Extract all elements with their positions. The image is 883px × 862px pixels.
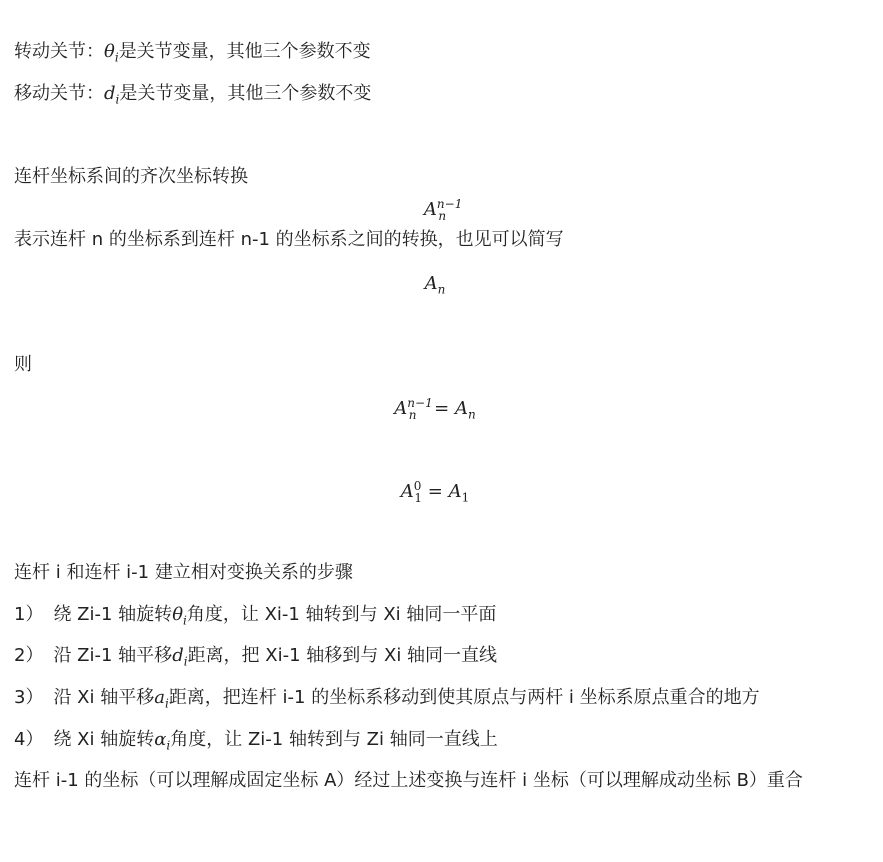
step-3 <box>14 686 760 710</box>
revolute-prefix: 转动关节： <box>14 41 104 62</box>
eq2-base: A <box>424 273 438 294</box>
revolute-joint-line <box>14 40 371 64</box>
step-symbol: α <box>154 729 167 750</box>
step-text: 距离，把连杆 i-1 的坐标系移动到使其原点与两杆 i 坐标系原点重合的地方 <box>168 687 760 708</box>
conclusion: 连杆 i-1 的坐标（可以理解成固定坐标 A）经过上述变换与连杆 i 坐标（可以理解成动坐标 B）重合 <box>14 770 803 791</box>
eq1-subscript: n <box>438 208 447 223</box>
then-label: 则 <box>14 354 32 375</box>
eq4-lhs-sup: 0 <box>413 479 422 493</box>
eq3-lhs-base: A <box>394 398 408 419</box>
equation-a-1-0 <box>0 480 870 504</box>
step-number: 2） <box>14 645 44 666</box>
d-symbol: d <box>104 83 116 104</box>
step-subscript: i <box>183 654 188 669</box>
prismatic-suffix: 是关节变量，其他三个参数不变 <box>119 83 372 104</box>
step-symbol: θ <box>172 604 184 625</box>
step-symbol: d <box>172 645 184 666</box>
revolute-suffix: 是关节变量，其他三个参数不变 <box>118 41 371 62</box>
eq2-subscript: n <box>437 282 446 297</box>
step-2 <box>14 644 497 668</box>
section-title: 连杆坐标系间的齐次坐标转换 <box>14 166 248 187</box>
equation-a-n-n-1 <box>0 198 870 222</box>
equation-a-n <box>0 272 870 296</box>
eq3-rhs-sub: n <box>467 407 476 422</box>
step-text: 角度，让 Zi-1 轴转到与 Zi 轴同一直线上 <box>170 729 498 750</box>
eq1-superscript: n−1 <box>436 197 463 211</box>
step-subscript: i <box>166 738 171 753</box>
d-subscript: i <box>115 92 120 107</box>
step-text: 绕 Xi 轴旋转 <box>53 729 155 750</box>
eq3-equals: = <box>428 398 455 419</box>
eq4-lhs-sub: 1 <box>414 490 423 505</box>
step-4 <box>14 728 498 752</box>
step-subscript: i <box>183 613 187 628</box>
eq3-lhs-sup: n−1 <box>407 396 433 410</box>
prismatic-joint-line <box>14 82 371 106</box>
step-text: 角度，让 Xi-1 轴转到与 Xi 轴同一平面 <box>186 604 497 625</box>
step-text: 距离，把 Xi-1 轴移到与 Xi 轴同一直线 <box>187 645 498 666</box>
eq3-lhs-sub: n <box>408 407 417 422</box>
eq4-equals: = <box>422 481 449 502</box>
theta-subscript: i <box>114 50 119 65</box>
equation-a-n-equals <box>0 397 870 421</box>
eq4-lhs-base: A <box>400 481 414 502</box>
step-number: 4） <box>14 729 44 750</box>
step-1 <box>14 603 496 627</box>
eq4-rhs-base: A <box>448 481 462 502</box>
transform-description: 表示连杆 n 的坐标系到连杆 n-1 的坐标系之间的转换，也见可以简写 <box>14 229 564 250</box>
theta-symbol: θ <box>104 41 115 62</box>
eq4-rhs-sub: 1 <box>461 490 470 505</box>
prismatic-prefix: 移动关节： <box>14 83 104 104</box>
steps-title: 连杆 i 和连杆 i-1 建立相对变换关系的步骤 <box>14 562 353 583</box>
eq1-base: A <box>423 199 437 220</box>
step-text: 沿 Zi-1 轴平移 <box>53 645 173 666</box>
step-text: 沿 Xi 轴平移 <box>53 687 155 708</box>
eq3-rhs-base: A <box>454 398 468 419</box>
step-subscript: i <box>164 696 169 711</box>
step-number: 3） <box>14 687 44 708</box>
step-number: 1） <box>14 604 44 625</box>
step-text: 绕 Zi-1 轴旋转 <box>53 604 173 625</box>
step-symbol: a <box>154 687 165 708</box>
